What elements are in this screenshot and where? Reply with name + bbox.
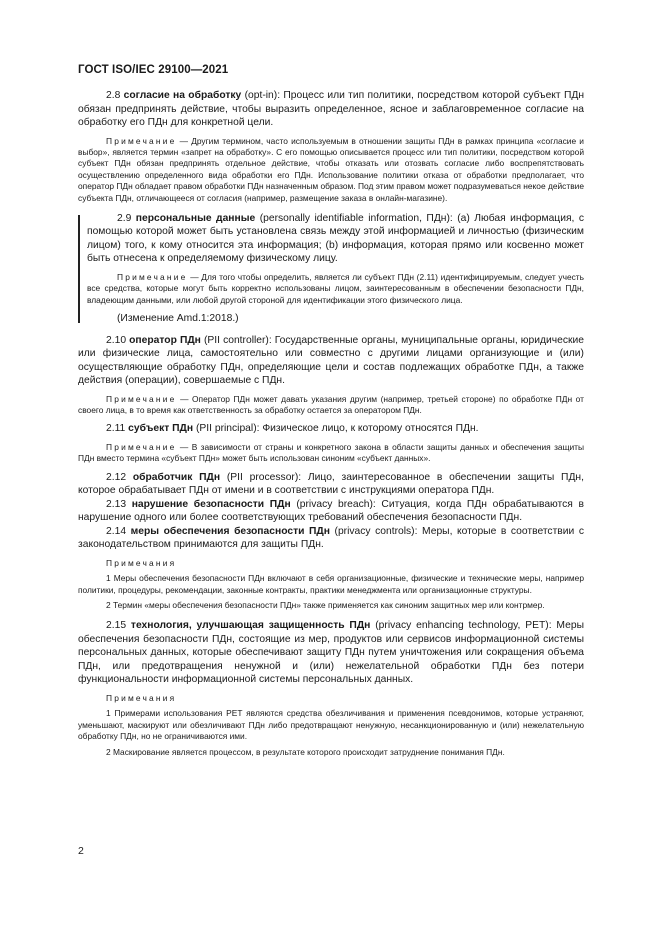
page-header: ГОСТ ISO/IEC 29100—2021 bbox=[78, 64, 229, 76]
note-2-14-1: 1 Меры обеспечения безопасности ПДн включают в себя организационные, физические и технические меры, например политики, процедуры, рекомендации, законные контракты, практики менеджмента или организационные структуры. bbox=[78, 573, 584, 595]
term-name: согласие на обработку bbox=[123, 90, 242, 101]
term-number: 2.11 bbox=[106, 423, 126, 435]
term-name: оператор ПДн bbox=[129, 334, 201, 346]
term-definition: (PII controller): Государственные органы, муниципальные органы, юридические или физические лица, самостоятельно или совместно с другими лицами организующие и (или) осуществляющие обработку ПДн, определяющие цели и состав подлежащих обработке ПДн, а также действия (операции), совершаемые с ПДн. bbox=[78, 334, 584, 387]
term-number: 2.12 bbox=[106, 471, 127, 483]
term-name: субъект ПДн bbox=[128, 423, 194, 435]
definition-2-14 bbox=[78, 525, 584, 552]
definition-2-10 bbox=[78, 334, 584, 388]
term-name: обработчик ПДн bbox=[132, 471, 221, 483]
term-name: нарушение безопасности ПДн bbox=[131, 498, 291, 510]
term-name: меры обеспечения безопасности ПДн bbox=[130, 525, 330, 537]
note-label: Примечание bbox=[106, 441, 177, 452]
term-number: 2.9 bbox=[117, 212, 132, 224]
note-label: Примечание bbox=[106, 135, 177, 146]
page-number: 2 bbox=[78, 845, 84, 857]
amendment-block bbox=[78, 212, 584, 326]
note-2-8 bbox=[78, 136, 584, 204]
term-number: 2.14 bbox=[106, 525, 127, 537]
term-name: технология, улучшающая защищенность ПДн bbox=[130, 620, 371, 632]
note-2-9 bbox=[87, 272, 584, 306]
note-text: — Для того чтобы определить, является ли субъект ПДн (2.11) идентифицируемым, следует учесть все средства, которые могут быть корректно использованы лицом, заинтересованным в обеспечении безопасности ПДн, владеющим данными, или любой другой стороной для идентификации этого физического лица. bbox=[87, 271, 584, 305]
definition-2-11 bbox=[78, 422, 584, 436]
term-number: 2.10 bbox=[106, 334, 127, 346]
term-number: 2.8 bbox=[106, 90, 121, 101]
note-label: Примечание bbox=[117, 271, 188, 282]
amendment-reference: (Изменение Amd.1:2018.) bbox=[117, 313, 239, 325]
note-label: Примечание bbox=[106, 393, 177, 404]
note-2-10 bbox=[78, 394, 584, 417]
term-definition: (opt-in): Процесс или тип политики, посредством которой субъект ПДн обязан предпринять действие, чтобы выразить определенное, ясное и заблаговременное согласие на обработку его ПДн для конкретной цели. bbox=[78, 90, 585, 128]
note-2-14-2: 2 Термин «меры обеспечения безопасности ПДн» также применяется как синоним защитных мер или контрмер. bbox=[106, 600, 545, 610]
note-text: — Оператор ПДн может давать указания другим (например, третьей стороне) по обработке ПДн от своего лица, в то время как ответственность за обработку остается за оператором ПДн. bbox=[78, 393, 584, 416]
notes-title: Примечания bbox=[106, 557, 177, 568]
term-number: 2.15 bbox=[106, 620, 127, 632]
definition-2-15 bbox=[78, 619, 584, 687]
term-name: персональные данные bbox=[135, 212, 256, 224]
note-text: — Другим термином, часто используемым в отношении защиты ПДн в рамках принципа «согласие и выбор», является термин «запрет на обработку». С его помощью описывается процесс или тип политики, посредством которой субъект ПДн обязан предпринять отдельное действие, чтобы отказать или отозвать согласие либо воспрепятствовать осуществлению определенного вида обработки его ПДн. Использование политики отказа от обработки предполагает, что оператор ПДн обладает правом обработки ПДн назначенным образом. Под этим правом может подразумеваться некое действие субъекта ПДн, отличающееся от согласия (например, размещение заказа в онлайн-магазине). bbox=[78, 135, 584, 203]
definition-2-8 bbox=[78, 89, 584, 130]
term-definition: (personally identifiable information, ПДн): (a) Любая информация, с помощью которой может быть установлена связь между этой информацией и личностью (физическим лицом) того, к кому относится эта информация; (b) информация, которая прямо или косвенно может быть отнесена к определяемому физическому лицу. bbox=[87, 212, 584, 265]
change-bar bbox=[78, 215, 80, 323]
definition-2-9 bbox=[87, 212, 584, 266]
note-2-11 bbox=[78, 442, 584, 465]
term-definition: (PII processor): Лицо, заинтересованное в обеспечении защиты ПДн, которое обрабатывает ПДн от имени и в соответствии с инструкциями оператора ПДн. bbox=[78, 471, 584, 497]
note-2-15-2: 2 Маскирование является процессом, в результате которого происходит затруднение понимания ПДн. bbox=[106, 746, 505, 757]
notes-title: Примечания bbox=[106, 692, 177, 703]
page-content bbox=[78, 89, 584, 758]
note-text: — В зависимости от страны и конкретного закона в области защиты данных и обеспечения защиты ПДн вместо термина «субъект ПДн» может быть использован синоним «субъект данных». bbox=[78, 441, 585, 464]
term-number: 2.13 bbox=[106, 498, 127, 510]
term-definition: (privacy breach): Ситуация, когда ПДн обрабатываются в нарушение одного или более соответствующих требований обеспечения безопасности ПДн. bbox=[78, 498, 584, 524]
note-2-15-1: 1 Примерами использования PET являются средства обезличивания и применения псевдонимов, которые устраняют, уменьшают, маскируют или обезличивают ПДн либо предотвращают ненужную, несанкционированную и (или) нежелательную обработку ПДн, но не ограничиваются ими. bbox=[78, 708, 584, 742]
term-definition: (privacy controls): Меры, которые в соответствии с законодательством принимаются для защиты ПДн. bbox=[78, 525, 584, 551]
definition-2-13 bbox=[78, 498, 584, 525]
term-definition: (privacy enhancing technology, PET): Меры обеспечения безопасности ПДн, состоящие из мер, продуктов или сервисов информационной системы персональных данных, которые обеспечивают защиту ПДн путем уничтожения или сокращения объема ПДн, или предотвращения ненужной и (или) нежелательной обработки ПДн без потери функциональности информационной системы персональных данных. bbox=[78, 620, 584, 686]
definition-2-12 bbox=[78, 471, 584, 498]
term-definition: (PII principal): Физическое лицо, к которому относятся ПДн. bbox=[195, 423, 479, 435]
